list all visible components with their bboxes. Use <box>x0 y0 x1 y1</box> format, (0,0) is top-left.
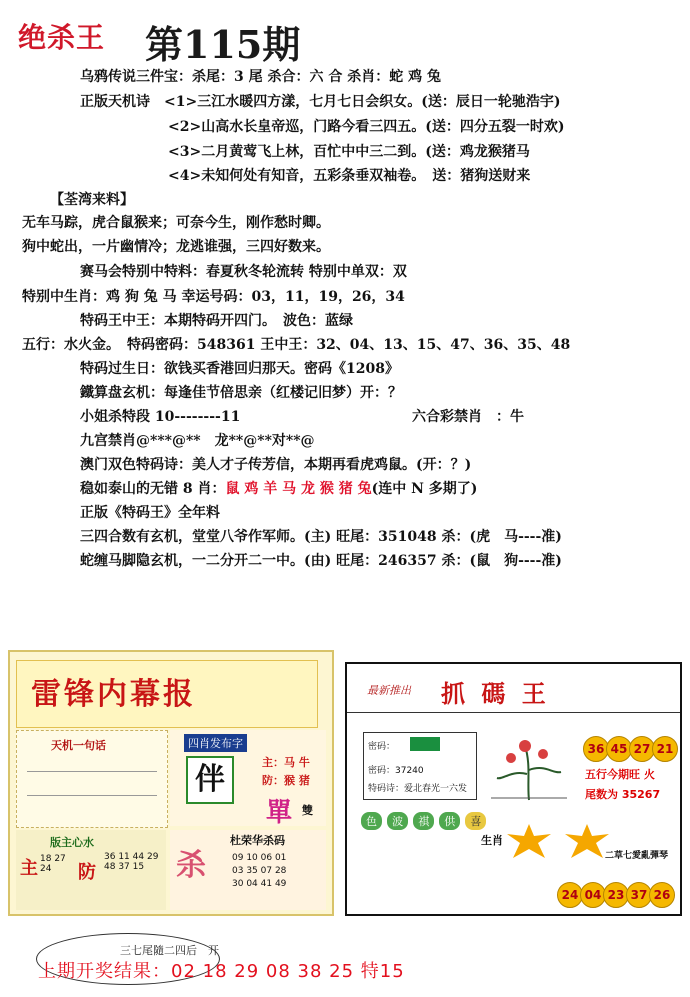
tiji-text: 二草七愛亂彈琴 <box>605 851 669 861</box>
zhu-numbers <box>40 854 76 874</box>
leifeng-title: 雷锋内幕报 <box>31 677 196 712</box>
weishu-text: 尾数为 35267 <box>585 788 661 801</box>
line-15a: 小姐杀特段 10--------11 <box>80 409 241 425</box>
shuang-char: 雙 <box>302 804 313 817</box>
shama-row: 03 35 07 28 <box>232 866 287 876</box>
ball: 26 <box>649 882 675 908</box>
ball: 21 <box>652 736 678 762</box>
shama-numbers <box>232 852 286 891</box>
logo-icon <box>410 737 440 751</box>
brand-title: 绝杀王 <box>18 21 106 54</box>
zhuama-header <box>347 664 680 713</box>
line-18 <box>80 479 477 499</box>
shama-box <box>170 830 326 910</box>
banzhu-label: 版主心水 <box>50 836 94 849</box>
line-6: 【荃湾来料】 <box>50 192 134 208</box>
line-18-tail: (连中 N 多期了) <box>371 481 478 497</box>
line-18-zodiacs: 鼠 鸡 羊 马 龙 猴 猪 兔 <box>225 481 372 497</box>
line-11: 特码王中王：本期特码开四门。 波色：蓝绿 <box>80 313 353 329</box>
last-result: 上期开奖结果：02 18 29 08 38 25 特15 <box>38 961 405 982</box>
line-17: 澳门双色特码诗：美人才子传芳信，本期再看虎鸡鼠。(开：？) <box>80 457 472 473</box>
issue-number: 第115期 <box>145 22 301 67</box>
wuxing-text: 五行今期旺 火 <box>585 768 655 781</box>
line-21: 蛇缠马脚隐玄机，一二分开二一中。(由) 旺尾：246357 杀：(鼠 狗----准) <box>80 553 562 569</box>
line-10: 特别中生肖：鸡 狗 兔 马 幸运号码：03，11，19，26，34 <box>22 289 405 305</box>
leifeng-panel <box>8 650 334 916</box>
tianji-label: 天机一句话 <box>51 739 106 752</box>
fang-char: 防 <box>78 862 96 883</box>
zhu-text: 主：马 牛 <box>262 756 310 769</box>
shama-row: 30 04 41 49 <box>232 879 287 889</box>
line-8: 狗中蛇出，一片幽情冷；龙逃谁强，三四好数来。 <box>22 239 330 255</box>
word-box <box>170 730 326 826</box>
line-16: 九宫禁肖@***@** 龙**@**对**@ <box>80 433 315 449</box>
ball: 27 <box>629 736 655 762</box>
line-2: 正版天机诗 <1>三江水暖四方漾，七月七日会织女。(送：辰日一轮驰浩宇) <box>80 94 561 110</box>
num: 48 <box>104 862 116 872</box>
num: 36 <box>104 852 116 862</box>
line-7: 无车马踪，虎合鼠猴来；可奈今生，刚作愁时卿。 <box>22 215 330 231</box>
color-tabs <box>361 810 486 830</box>
divider <box>27 771 157 772</box>
num: 18 <box>40 854 52 864</box>
zhu-char: 主 <box>20 858 38 879</box>
ball: 36 <box>583 736 609 762</box>
tab: 祺 <box>413 812 434 830</box>
line-14: 鐵算盘玄机：每逢佳节倍思亲（红楼记旧梦）开：？ <box>80 385 402 401</box>
line-13: 特码过生日：欲钱买香港回归那天。密码《1208》 <box>80 361 399 377</box>
word-label: 四肖发布字 <box>184 734 247 752</box>
ball: 23 <box>603 882 629 908</box>
num: 27 <box>54 854 66 864</box>
line-5: <4>未知何处有知音，五彩条垂双袖卷。 送：猪狗送财来 <box>168 168 531 184</box>
zhuama-title: 抓 碼 王 <box>441 679 550 708</box>
line-9: 赛马会特别中特料：春夏秋冬轮流转 特别中单双：双 <box>80 264 407 280</box>
fang-text: 防：猴 猪 <box>262 774 310 787</box>
tab: 波 <box>387 812 408 830</box>
line-3: <2>山高水长皇帝巡，门路今看三四五。(送：四分五裂一时欢) <box>168 119 565 135</box>
ball: 24 <box>557 882 583 908</box>
shici-text: 特码诗：爱北春光一六发 <box>368 784 468 794</box>
ball: 45 <box>606 736 632 762</box>
banzhu-box <box>16 830 166 910</box>
shama-title: 杜荣华杀码 <box>230 834 285 847</box>
mima-box <box>363 732 477 800</box>
sha-char: 杀 <box>176 848 206 883</box>
burst-icon <box>507 824 551 860</box>
burst-icon <box>565 824 609 860</box>
line-15b: 六合彩禁肖 ：牛 <box>412 409 524 425</box>
zhuama-tag: 最新推出 <box>367 684 411 697</box>
num: 11 <box>118 852 130 862</box>
leifeng-header <box>16 660 318 728</box>
footer-note: 三七尾隨二四后 开 <box>120 944 219 957</box>
plant-icon <box>481 734 577 802</box>
tianji-box <box>16 730 168 828</box>
shama-row: 09 10 06 01 <box>232 853 287 863</box>
num: 15 <box>132 862 145 872</box>
tab: 供 <box>439 812 460 830</box>
mima-code: 密码：37240 <box>368 766 424 776</box>
tab: 喜 <box>465 812 486 830</box>
num: 37 <box>118 862 130 872</box>
dan-char: 單 <box>266 798 293 828</box>
line-19: 正版《特码王》全年料 <box>80 505 220 521</box>
fang-numbers <box>104 852 162 872</box>
shengxiao-label: 生肖 <box>481 834 503 847</box>
num: 29 <box>146 852 159 862</box>
tab: 色 <box>361 812 382 830</box>
line-4: <3>二月黄莺飞上林，百忙中中三二到。(送：鸡龙猴猪马 <box>168 144 530 160</box>
hint-word: 伴 <box>186 756 234 804</box>
mima-label: 密码： <box>368 742 396 752</box>
line-20: 三四合数有玄机，堂堂八爷作军师。(主) 旺尾：351048 杀：(虎 马----准) <box>80 529 562 545</box>
num: 24 <box>40 864 52 874</box>
divider <box>27 795 157 796</box>
ball: 37 <box>626 882 652 908</box>
line-18-lead: 稳如泰山的无错 8 肖： <box>80 481 226 497</box>
ball: 04 <box>580 882 606 908</box>
zhuama-panel <box>345 662 682 916</box>
line-12: 五行：水火金。 特码密码：548361 王中王：32、04、13、15、47、36、35、48 <box>22 337 571 353</box>
line-1: 乌鸦传说三件宝：杀尾：3 尾 杀合：六 合 杀肖：蛇 鸡 兔 <box>80 69 441 85</box>
num: 44 <box>132 852 145 862</box>
